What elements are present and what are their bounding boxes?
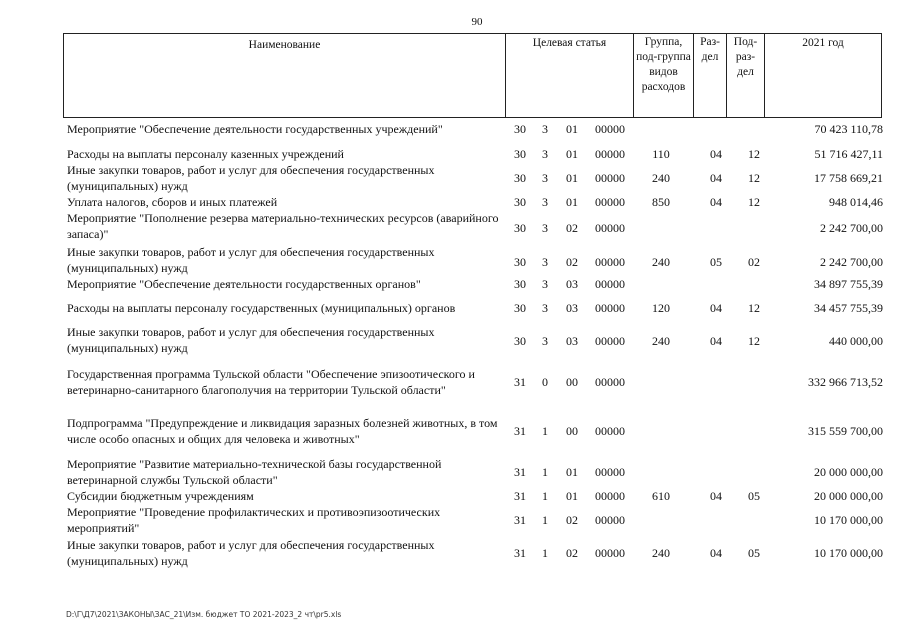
target-code-4: 00000: [595, 221, 625, 235]
section: 04: [710, 195, 722, 209]
target-code-4: 00000: [595, 277, 625, 291]
target-code-2: 1: [542, 489, 548, 503]
row-name: Иные закупки товаров, работ и услуг для обеспечения государственных (муниципальных) нужд: [67, 325, 435, 355]
target-code-4: 00000: [595, 171, 625, 185]
target-code-3: 01: [566, 195, 578, 209]
target-code-1: 31: [514, 513, 526, 527]
target-code-2: 1: [542, 546, 548, 560]
expense-group: 610: [652, 489, 670, 503]
target-code-1: 31: [514, 489, 526, 503]
target-code-1: 30: [514, 334, 526, 348]
row-name: Мероприятие "Обеспечение деятельности государственных органов": [67, 277, 421, 291]
subsection: 12: [748, 147, 760, 161]
amount-2021: 332 966 713,52: [808, 375, 883, 389]
amount-2021: 20 000 000,00: [814, 489, 883, 503]
section: 04: [710, 334, 722, 348]
target-code-4: 00000: [595, 489, 625, 503]
amount-2021: 51 716 427,11: [814, 147, 883, 161]
subsection: 12: [748, 195, 760, 209]
target-code-2: 3: [542, 334, 548, 348]
target-code-3: 02: [566, 513, 578, 527]
target-code-4: 00000: [595, 424, 625, 438]
amount-2021: 10 170 000,00: [814, 546, 883, 560]
target-code-2: 3: [542, 277, 548, 291]
row-name: Субсидии бюджетным учреждениям: [67, 489, 254, 503]
header-name: Наименование: [64, 34, 506, 118]
subsection: 05: [748, 489, 760, 503]
target-code-1: 30: [514, 147, 526, 161]
header-year: 2021 год: [765, 34, 882, 118]
target-code-3: 00: [566, 424, 578, 438]
page-number: 90: [471, 16, 483, 28]
target-code-1: 31: [514, 424, 526, 438]
target-code-2: 1: [542, 513, 548, 527]
expense-group: 240: [652, 255, 670, 269]
target-code-4: 00000: [595, 195, 625, 209]
expense-group: 850: [652, 195, 670, 209]
target-code-1: 30: [514, 122, 526, 136]
subsection: 12: [748, 171, 760, 185]
target-code-2: 3: [542, 195, 548, 209]
target-code-1: 30: [514, 277, 526, 291]
row-name: Мероприятие "Пополнение резерва материально-технических ресурсов (аварийного запаса)": [67, 211, 499, 241]
section: 04: [710, 171, 722, 185]
subsection: 12: [748, 301, 760, 315]
target-code-2: 0: [542, 375, 548, 389]
row-name: Уплата налогов, сборов и иных платежей: [67, 195, 278, 209]
expense-group: 240: [652, 334, 670, 348]
row-name: Иные закупки товаров, работ и услуг для обеспечения государственных (муниципальных) нужд: [67, 538, 435, 568]
amount-2021: 2 242 700,00: [820, 221, 883, 235]
target-code-3: 00: [566, 375, 578, 389]
target-code-3: 01: [566, 465, 578, 479]
target-code-1: 30: [514, 221, 526, 235]
section: 04: [710, 147, 722, 161]
amount-2021: 70 423 110,78: [814, 122, 883, 136]
subsection: 12: [748, 334, 760, 348]
target-code-2: 1: [542, 465, 548, 479]
expense-group: 240: [652, 546, 670, 560]
target-code-1: 30: [514, 195, 526, 209]
row-name: Расходы на выплаты персоналу казенных учреждений: [67, 147, 344, 161]
row-name: Расходы на выплаты персоналу государственных (муниципальных) органов: [67, 301, 456, 315]
target-code-3: 01: [566, 171, 578, 185]
amount-2021: 10 170 000,00: [814, 513, 883, 527]
target-code-1: 30: [514, 301, 526, 315]
target-code-2: 3: [542, 147, 548, 161]
target-code-2: 3: [542, 221, 548, 235]
target-code-3: 03: [566, 334, 578, 348]
amount-2021: 34 897 755,39: [814, 277, 883, 291]
header-target-article: Целевая статья: [506, 34, 634, 118]
target-code-4: 00000: [595, 122, 625, 136]
amount-2021: 34 457 755,39: [814, 301, 883, 315]
row-name: Иные закупки товаров, работ и услуг для обеспечения государственных (муниципальных) нужд: [67, 245, 435, 275]
subsection: 05: [748, 546, 760, 560]
target-code-1: 30: [514, 171, 526, 185]
amount-2021: 20 000 000,00: [814, 465, 883, 479]
amount-2021: 17 758 669,21: [814, 171, 883, 185]
section: 04: [710, 301, 722, 315]
target-code-1: 30: [514, 255, 526, 269]
target-code-4: 00000: [595, 255, 625, 269]
target-code-4: 00000: [595, 301, 625, 315]
target-code-3: 01: [566, 489, 578, 503]
target-code-4: 00000: [595, 513, 625, 527]
row-name: Иные закупки товаров, работ и услуг для обеспечения государственных (муниципальных) нужд: [67, 163, 435, 193]
expense-group: 120: [652, 301, 670, 315]
file-path-footer: D:\Г\Д7\2021\ЗАКОНЫ\ЗАС_21\Изм. бюджет ТО 2021-2023_2 чт\pr5.xls: [66, 610, 342, 619]
target-code-1: 31: [514, 375, 526, 389]
target-code-2: 3: [542, 301, 548, 315]
expense-group: 110: [652, 147, 670, 161]
row-name: Государственная программа Тульской области "Обеспечение эпизоотического и ветеринарно-санитарного благополучия на территории Тульской области": [67, 367, 475, 397]
target-code-4: 00000: [595, 546, 625, 560]
header-expense-group: Группа, под-группа видов расходов: [634, 34, 694, 118]
expense-group: 240: [652, 171, 670, 185]
target-code-3: 02: [566, 255, 578, 269]
row-name: Мероприятие "Развитие материально-технической базы государственной ветеринарной службы Тульской области": [67, 457, 442, 487]
header-subsection: Под-раз-дел: [727, 34, 765, 118]
target-code-3: 01: [566, 147, 578, 161]
amount-2021: 440 000,00: [829, 334, 883, 348]
section: 05: [710, 255, 722, 269]
target-code-3: 01: [566, 122, 578, 136]
target-code-2: 1: [542, 424, 548, 438]
amount-2021: 2 242 700,00: [820, 255, 883, 269]
target-code-4: 00000: [595, 375, 625, 389]
header-section: Раз-дел: [694, 34, 727, 118]
amount-2021: 315 559 700,00: [808, 424, 883, 438]
target-code-2: 3: [542, 171, 548, 185]
target-code-2: 3: [542, 122, 548, 136]
section: 04: [710, 546, 722, 560]
target-code-1: 31: [514, 546, 526, 560]
target-code-4: 00000: [595, 465, 625, 479]
target-code-1: 31: [514, 465, 526, 479]
subsection: 02: [748, 255, 760, 269]
row-name: Подпрограмма "Предупреждение и ликвидация заразных болезней животных, в том числе особо опасных и общих для человека и животных": [67, 416, 498, 446]
row-name: Мероприятие "Обеспечение деятельности государственных учреждений": [67, 122, 443, 136]
section: 04: [710, 489, 722, 503]
target-code-4: 00000: [595, 147, 625, 161]
target-code-3: 03: [566, 277, 578, 291]
amount-2021: 948 014,46: [829, 195, 883, 209]
target-code-3: 02: [566, 221, 578, 235]
target-code-4: 00000: [595, 334, 625, 348]
target-code-3: 02: [566, 546, 578, 560]
target-code-3: 03: [566, 301, 578, 315]
row-name: Мероприятие "Проведение профилактических и противоэпизоотических мероприятий": [67, 505, 441, 535]
target-code-2: 3: [542, 255, 548, 269]
